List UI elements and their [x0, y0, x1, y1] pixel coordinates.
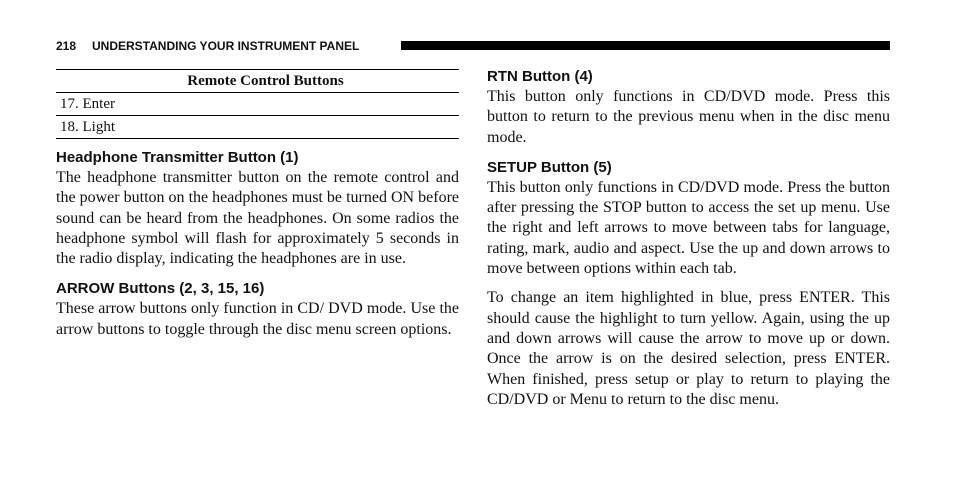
page-header [56, 38, 890, 54]
table-header: Remote Control Buttons [56, 70, 459, 93]
section-body-setup-change: To change an item highlighted in blue, press ENTER. This should cause the highlight to turn yellow. Again, using the up and down arrows will cause the arrow to move up or down. Once the arrow is on the desired selection, press ENTER. When finished, press setup or play to return to playing the CD/DVD or Menu to return to the disc menu. [487, 289, 890, 408]
section-heading-headphone: Headphone Transmitter Button (1) [56, 149, 299, 166]
remote-control-buttons-table [56, 69, 459, 139]
section-heading-arrow: ARROW Buttons (2, 3, 15, 16) [56, 280, 265, 298]
page-number: 218 [56, 39, 77, 53]
right-column [487, 67, 890, 410]
running-head: UNDERSTANDING YOUR INSTRUMENT PANEL [92, 39, 360, 53]
section-body-arrow: These arrow buttons only function in CD/ DVD mode. Use the arrow buttons to toggle through the disc menu screen options. [56, 300, 459, 338]
section-heading-setup: SETUP Button (5) [487, 158, 612, 176]
left-column [56, 69, 459, 340]
table-row: 17. Enter [56, 93, 459, 116]
section-heading-rtn: RTN Button (4) [487, 68, 593, 85]
section-body-headphone: The headphone transmitter button on the remote control and the power button on the headphones must be turned ON before sound can be heard from the headphones. On some radios the headphone symbol will flash for approximately 5 seconds in the radio display, indicating the headphones are in use. [56, 169, 459, 268]
table-row: 18. Light [56, 116, 459, 139]
section-body-rtn: This button only functions in CD/DVD mode. Press this button to return to the previous menu when in the disc menu mode. [487, 88, 890, 146]
section-body-setup: This button only functions in CD/DVD mode. Press the button after pressing the STOP button to access the set up menu. Use the right and left arrows to move between tabs for language, rating, mark, audio and aspect. Use the up and down arrows to move between options within each tab. [487, 178, 890, 278]
header-rule-bar [401, 41, 890, 50]
